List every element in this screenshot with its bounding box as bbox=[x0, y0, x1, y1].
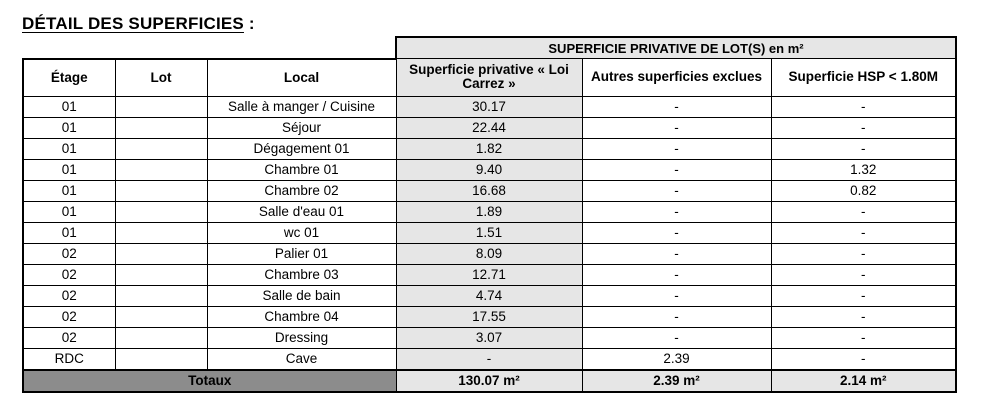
group-header-spacer bbox=[23, 37, 396, 59]
total-hsp: 2.14 m² bbox=[771, 370, 956, 392]
cell-autres: - bbox=[582, 117, 771, 138]
cell-etage: RDC bbox=[23, 348, 115, 370]
cell-loi-carrez: 9.40 bbox=[396, 159, 582, 180]
cell-autres: - bbox=[582, 243, 771, 264]
cell-autres: - bbox=[582, 285, 771, 306]
cell-loi-carrez: 17.55 bbox=[396, 306, 582, 327]
cell-local: Séjour bbox=[207, 117, 396, 138]
cell-loi-carrez: 4.74 bbox=[396, 285, 582, 306]
cell-lot bbox=[115, 306, 207, 327]
cell-hsp: - bbox=[771, 96, 956, 117]
page-heading bbox=[22, 14, 255, 34]
cell-autres: - bbox=[582, 327, 771, 348]
column-header-etage: Étage bbox=[23, 59, 115, 97]
table-row bbox=[23, 117, 956, 138]
table-row bbox=[23, 348, 956, 370]
cell-etage: 02 bbox=[23, 327, 115, 348]
totals-label: Totaux bbox=[23, 370, 396, 392]
total-loi-carrez: 130.07 m² bbox=[396, 370, 582, 392]
cell-local: Chambre 03 bbox=[207, 264, 396, 285]
cell-hsp: - bbox=[771, 243, 956, 264]
cell-hsp: - bbox=[771, 264, 956, 285]
cell-hsp: - bbox=[771, 201, 956, 222]
cell-loi-carrez: 12.71 bbox=[396, 264, 582, 285]
cell-etage: 01 bbox=[23, 180, 115, 201]
cell-etage: 01 bbox=[23, 138, 115, 159]
cell-lot bbox=[115, 243, 207, 264]
cell-loi-carrez: 16.68 bbox=[396, 180, 582, 201]
cell-autres: - bbox=[582, 96, 771, 117]
cell-etage: 01 bbox=[23, 201, 115, 222]
cell-etage: 02 bbox=[23, 243, 115, 264]
cell-autres: - bbox=[582, 138, 771, 159]
cell-autres: - bbox=[582, 180, 771, 201]
cell-hsp: 1.32 bbox=[771, 159, 956, 180]
cell-etage: 02 bbox=[23, 306, 115, 327]
cell-loi-carrez: 22.44 bbox=[396, 117, 582, 138]
cell-hsp: - bbox=[771, 138, 956, 159]
cell-local: Cave bbox=[207, 348, 396, 370]
cell-lot bbox=[115, 285, 207, 306]
cell-local: Salle de bain bbox=[207, 285, 396, 306]
column-header-autres: Autres superficies exclues bbox=[582, 59, 771, 97]
cell-local: Salle d'eau 01 bbox=[207, 201, 396, 222]
cell-lot bbox=[115, 201, 207, 222]
group-header-superficie-privative: SUPERFICIE PRIVATIVE DE LOT(S) en m² bbox=[396, 37, 956, 59]
table-row bbox=[23, 96, 956, 117]
table-row bbox=[23, 138, 956, 159]
cell-loi-carrez: 1.82 bbox=[396, 138, 582, 159]
cell-local: Salle à manger / Cuisine bbox=[207, 96, 396, 117]
cell-lot bbox=[115, 180, 207, 201]
column-header-local: Local bbox=[207, 59, 396, 97]
column-header-loi-carrez: Superficie privative « Loi Carrez » bbox=[396, 59, 582, 97]
cell-hsp: - bbox=[771, 222, 956, 243]
table-body bbox=[23, 96, 956, 370]
cell-loi-carrez: - bbox=[396, 348, 582, 370]
table-row bbox=[23, 201, 956, 222]
group-header-row bbox=[23, 37, 956, 59]
cell-local: wc 01 bbox=[207, 222, 396, 243]
cell-lot bbox=[115, 96, 207, 117]
table-row bbox=[23, 159, 956, 180]
cell-hsp: 0.82 bbox=[771, 180, 956, 201]
totals-row bbox=[23, 370, 956, 392]
cell-lot bbox=[115, 264, 207, 285]
cell-local: Palier 01 bbox=[207, 243, 396, 264]
cell-autres: - bbox=[582, 201, 771, 222]
cell-hsp: - bbox=[771, 117, 956, 138]
cell-autres: - bbox=[582, 159, 771, 180]
cell-etage: 01 bbox=[23, 117, 115, 138]
cell-loi-carrez: 30.17 bbox=[396, 96, 582, 117]
cell-loi-carrez: 8.09 bbox=[396, 243, 582, 264]
cell-lot bbox=[115, 222, 207, 243]
cell-etage: 01 bbox=[23, 159, 115, 180]
cell-hsp: - bbox=[771, 348, 956, 370]
column-header-row bbox=[23, 59, 956, 97]
table-row bbox=[23, 327, 956, 348]
cell-lot bbox=[115, 348, 207, 370]
table-row bbox=[23, 243, 956, 264]
cell-loi-carrez: 1.89 bbox=[396, 201, 582, 222]
total-autres: 2.39 m² bbox=[582, 370, 771, 392]
cell-lot bbox=[115, 138, 207, 159]
cell-local: Chambre 04 bbox=[207, 306, 396, 327]
cell-hsp: - bbox=[771, 306, 956, 327]
table-row bbox=[23, 180, 956, 201]
cell-autres: - bbox=[582, 264, 771, 285]
cell-lot bbox=[115, 327, 207, 348]
cell-local: Dégagement 01 bbox=[207, 138, 396, 159]
table-row bbox=[23, 264, 956, 285]
cell-autres: 2.39 bbox=[582, 348, 771, 370]
cell-hsp: - bbox=[771, 285, 956, 306]
cell-etage: 02 bbox=[23, 285, 115, 306]
table-row bbox=[23, 285, 956, 306]
cell-loi-carrez: 1.51 bbox=[396, 222, 582, 243]
page-title: DÉTAIL DES SUPERFICIES bbox=[22, 14, 244, 33]
cell-hsp: - bbox=[771, 327, 956, 348]
cell-etage: 02 bbox=[23, 264, 115, 285]
cell-etage: 01 bbox=[23, 96, 115, 117]
cell-autres: - bbox=[582, 222, 771, 243]
page-title-suffix: : bbox=[243, 14, 255, 33]
cell-loi-carrez: 3.07 bbox=[396, 327, 582, 348]
cell-local: Chambre 01 bbox=[207, 159, 396, 180]
cell-local: Chambre 02 bbox=[207, 180, 396, 201]
cell-autres: - bbox=[582, 306, 771, 327]
column-header-lot: Lot bbox=[115, 59, 207, 97]
column-header-hsp: Superficie HSP < 1.80M bbox=[771, 59, 956, 97]
surface-table bbox=[22, 36, 957, 393]
table-row bbox=[23, 306, 956, 327]
cell-lot bbox=[115, 159, 207, 180]
table-row bbox=[23, 222, 956, 243]
cell-lot bbox=[115, 117, 207, 138]
cell-etage: 01 bbox=[23, 222, 115, 243]
cell-local: Dressing bbox=[207, 327, 396, 348]
